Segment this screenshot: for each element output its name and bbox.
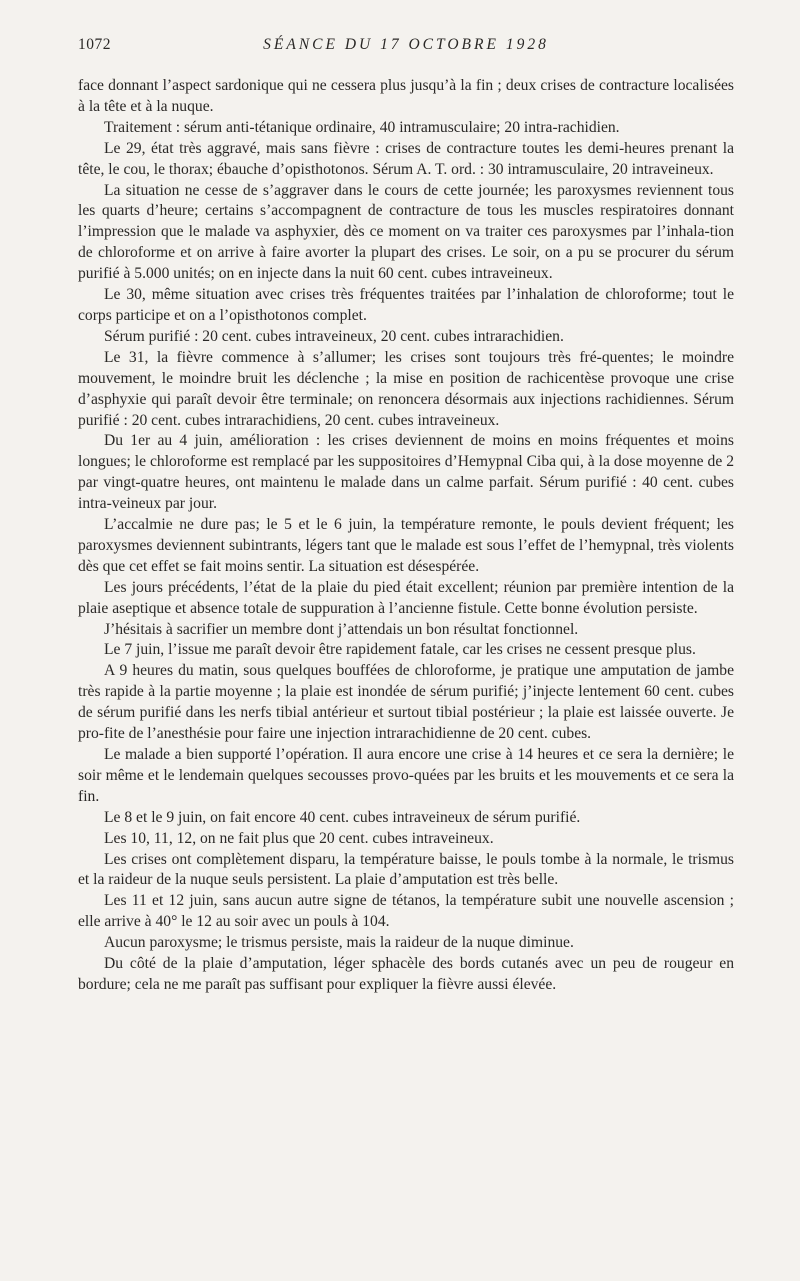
- paragraph: Du côté de la plaie d’amputation, léger sphacèle des bords cutanés avec un peu de rougeur en bordure; cela ne me paraît pas suffisant pour expliquer la fièvre aussi élevée.: [78, 955, 734, 993]
- paragraph: A 9 heures du matin, sous quelques bouffées de chloroforme, je pratique une amputation de jambe très rapide à la partie moyenne ; la plaie est inondée de sérum purifié; j’injecte lentement 60 cent. cubes de sérum purifié dans les nerfs tibial antérieur et surtout tibial postérieur ; la plaie est laissée ouverte. Je pro-fite de l’anesthésie pour faire une injection intrarachidienne de 20 cent. cubes.: [78, 662, 734, 743]
- paragraph: Le 7 juin, l’issue me paraît devoir être rapidement fatale, car les crises ne cessent presque plus.: [104, 641, 696, 659]
- paragraph: J’hésitais à sacrifier un membre dont j’attendais un bon résultat fonctionnel.: [104, 620, 579, 638]
- paragraph: Les jours précédents, l’état de la plaie du pied était excellent; réunion par première intention de la plaie aseptique et absence totale de suppuration à l’ancienne fistule. Cette bonne évolution persiste.: [78, 578, 734, 617]
- paragraph: Le 31, la fièvre commence à s’allumer; les crises sont toujours très fré-quentes; le moindre mouvement, le moindre bruit les déclenche ; la mise en position de rachicentèse provoque une crise d’asphyxie qui paraît devoir être terminale; on renoncera désormais aux injections rachidiennes. Sérum purifié : 20 cent. cubes intrarachidiens, 20 cent. cubes intraveineux.: [78, 348, 734, 429]
- paragraph: Les 11 et 12 juin, sans aucun autre signe de tétanos, la température subit une nouvelle ascension ; elle arrive à 40° le 12 au soir avec un pouls à 104.: [78, 892, 734, 931]
- paragraph: La situation ne cesse de s’aggraver dans le cours de cette journée; les paroxysmes reviennent tous les quarts d’heure; certains s’accompagnent de contracture de tous les muscles respiratoires donnant l’impression que le malade va asphyxier, dès ce moment on va traiter ces paroxysmes par l’inhala-tion de chloroforme et on arrive à faire avorter la plupart des crises. Le soir, on a pu se procurer du sérum purifié à 5.000 unités; on en injecte dans la nuit 60 cent. cubes intraveineux.: [78, 181, 734, 283]
- running-header: [78, 36, 734, 58]
- paragraph: Le malade a bien supporté l’opération. Il aura encore une crise à 14 heures et ce sera la dernière; le soir même et le lendemain quelques secousses provo-quées par les bruits et les mouvements et ce sera la fin.: [78, 746, 734, 805]
- paragraph: Aucun paroxysme; le trismus persiste, mais la raideur de la nuque diminue.: [104, 934, 574, 952]
- paragraph: Le 29, état très aggravé, mais sans fièvre : crises de contracture toutes les demi-heures prenant la tête, le cou, le thorax; ébauche d’opisthotonos. Sérum A. T. ord. : 30 intramusculaire, 20 intraveineux.: [78, 139, 734, 178]
- paragraph: Le 30, même situation avec crises très fréquentes traitées par l’inhalation de chloroforme; tout le corps participe et on a l’opisthotonos complet.: [78, 286, 734, 324]
- paragraph: Les 10, 11, 12, on ne fait plus que 20 cent. cubes intraveineux.: [104, 829, 494, 847]
- paragraph: face donnant l’aspect sardonique qui ne cessera plus jusqu’à la fin ; deux crises de contracture localisées à la tête et à la nuque.: [78, 77, 734, 115]
- paragraph: Traitement : sérum anti-tétanique ordinaire, 40 intramusculaire; 20 intra-rachidien.: [104, 118, 620, 136]
- paragraph: Le 8 et le 9 juin, on fait encore 40 cent. cubes intraveineux de sérum purifié.: [104, 808, 581, 826]
- paragraph: Les crises ont complètement disparu, la température baisse, le pouls tombe à la normale, le trismus et la raideur de la nuque seuls persistent. La plaie d’amputation est très belle.: [78, 850, 734, 889]
- paragraph: Sérum purifié : 20 cent. cubes intraveineux, 20 cent. cubes intrarachidien.: [104, 327, 564, 345]
- paragraph: L’accalmie ne dure pas; le 5 et le 6 juin, la température remonte, le pouls devient fréquent; les paroxysmes deviennent subintrants, légers tant que le malade est sous l’effet de l’hemypnal, très violents dès que cet effet se fait moins sentir. La situation est désespérée.: [78, 516, 734, 575]
- paragraph: Du 1er au 4 juin, amélioration : les crises deviennent de moins en moins fréquentes et moins longues; le chloroforme est remplacé par les suppositoires d’Hemypnal Ciba qui, à la dose moyenne de 2 par vingt-quatre heures, ont maintenu le malade dans un calme parfait. Sérum purifié : 40 cent. cubes intra-veineux par jour.: [78, 432, 734, 513]
- body-text: [78, 76, 734, 996]
- page-number: 1072: [78, 36, 111, 53]
- running-title: SÉANCE DU 17 OCTOBRE 1928: [263, 36, 549, 53]
